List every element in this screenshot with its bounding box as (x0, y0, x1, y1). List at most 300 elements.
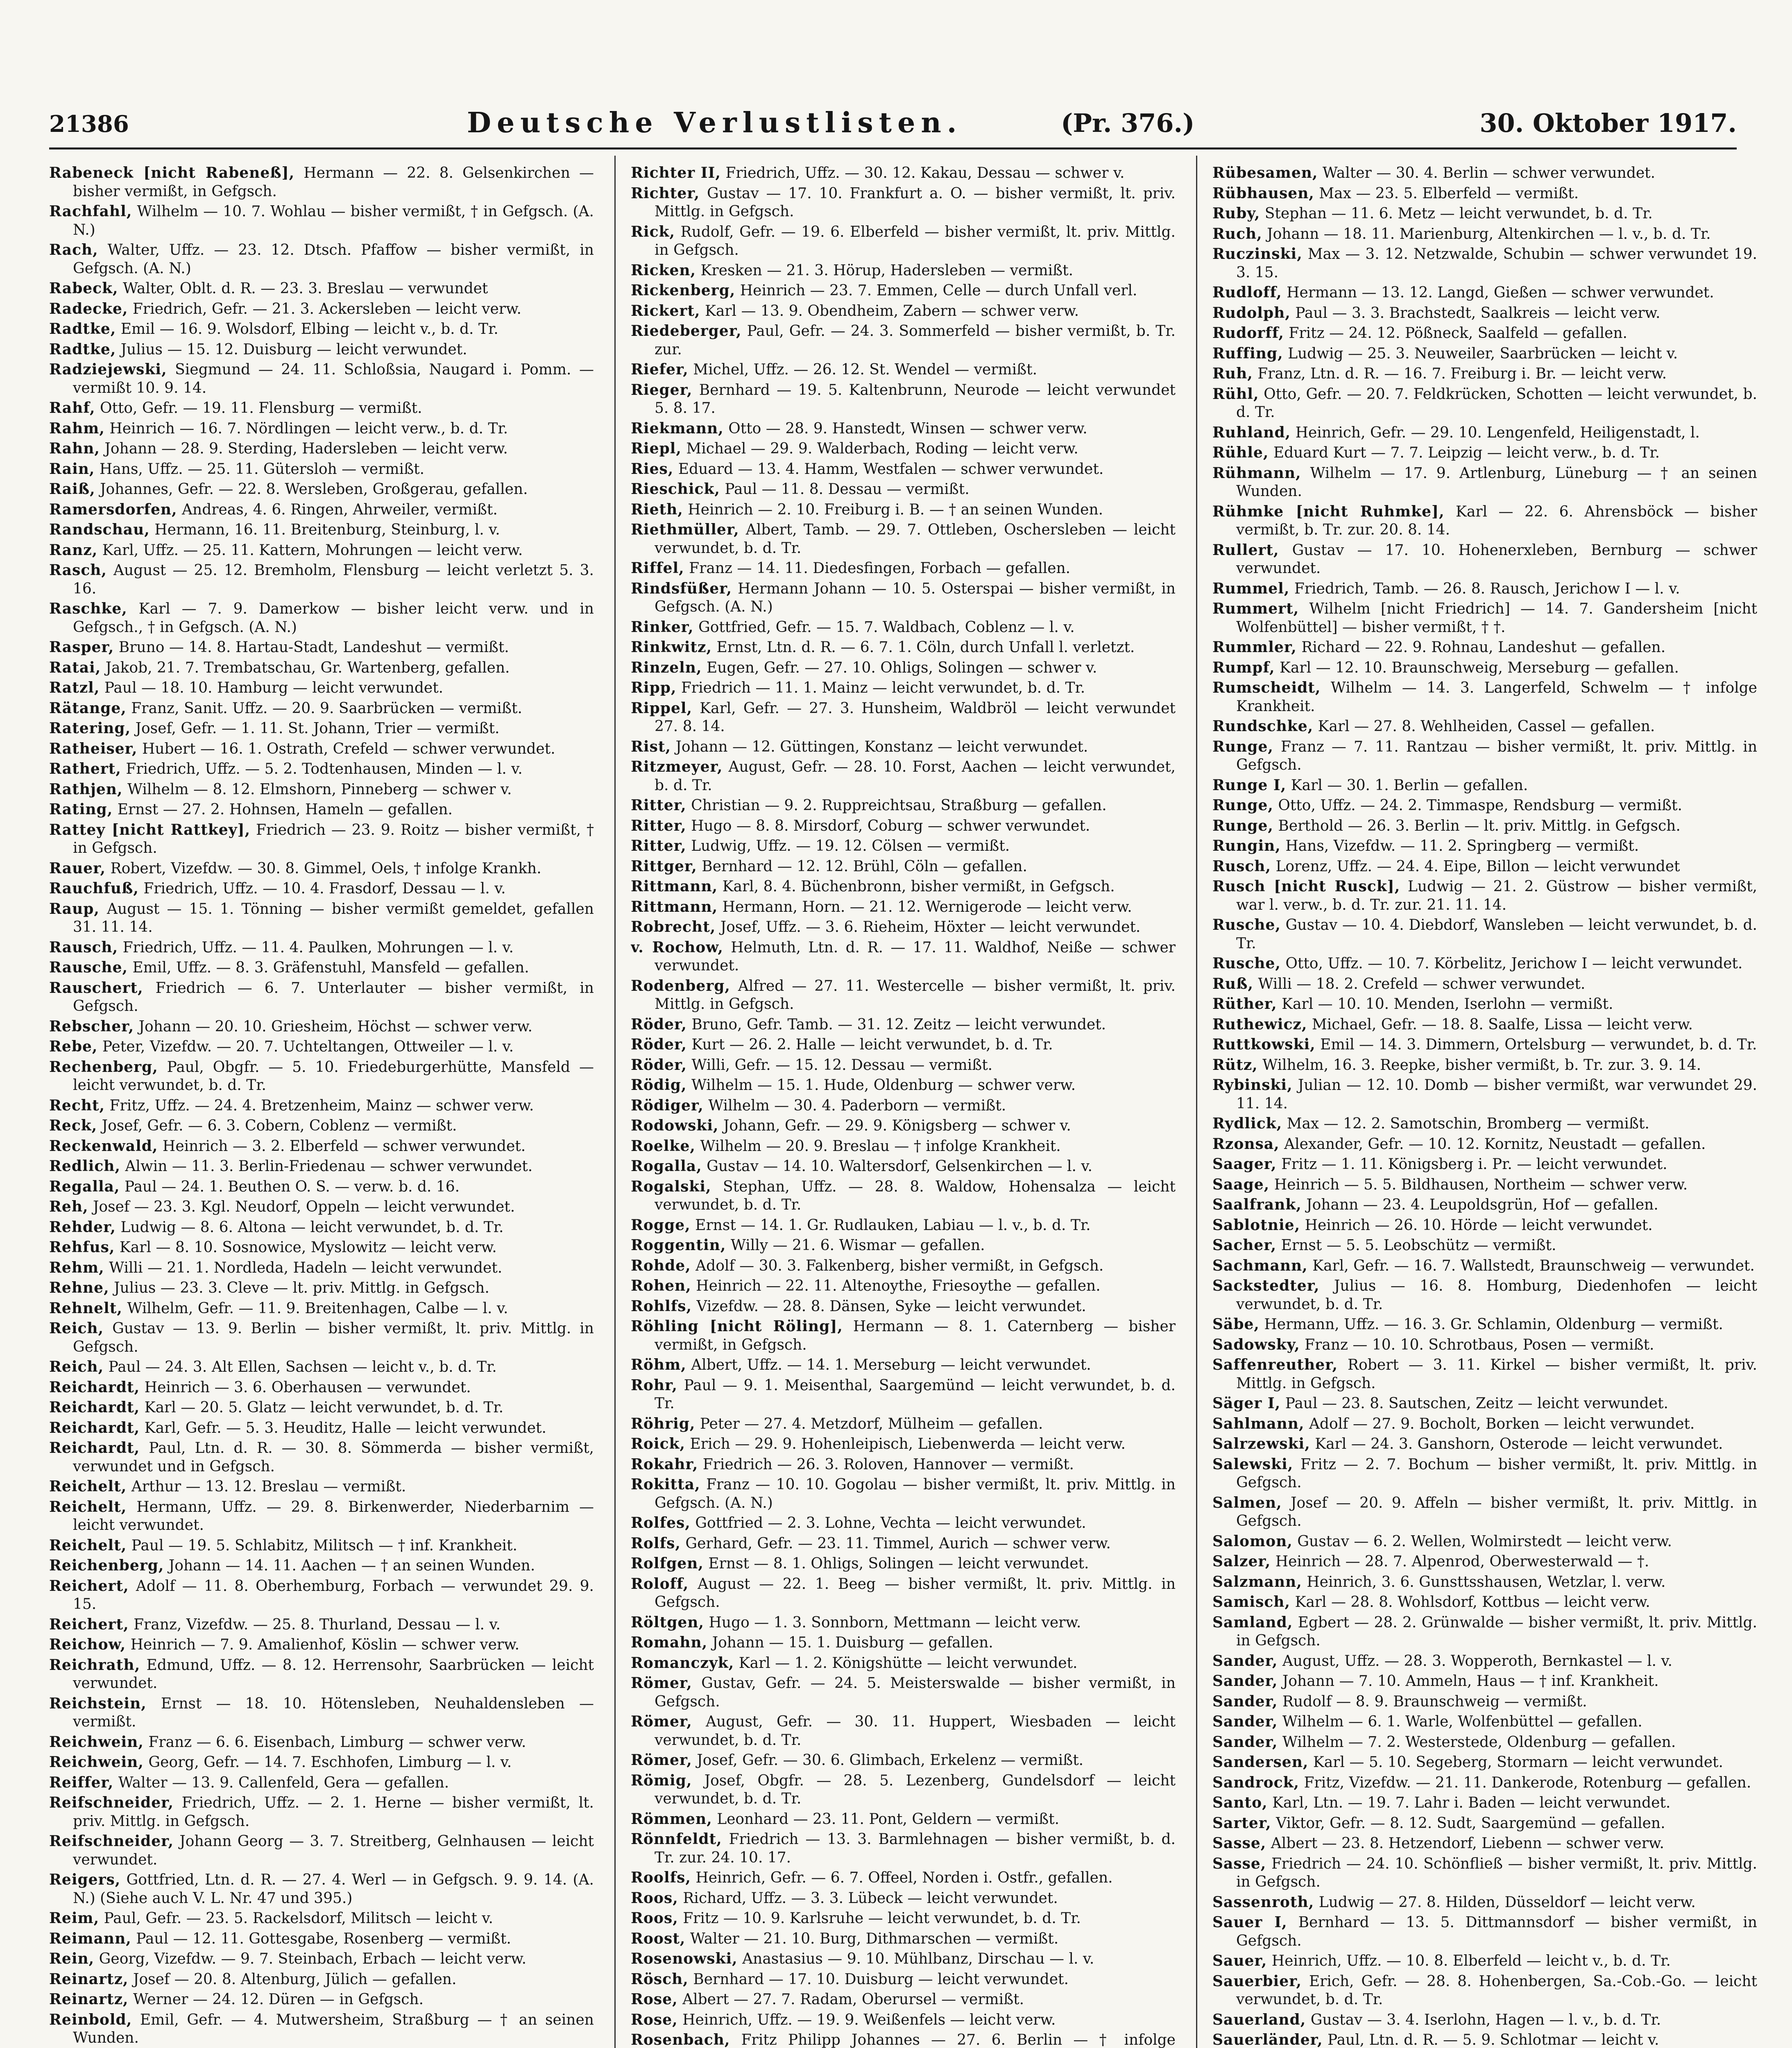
entry-details: Karl — 13. 9. Obendheim, Zabern — schwer verw. (705, 302, 1079, 319)
casualty-entry (1212, 1196, 1757, 1214)
casualty-entry (631, 638, 1176, 657)
entry-name: Sander, (1212, 1713, 1278, 1730)
casualty-entry (49, 679, 594, 698)
entry-details: Hermann Johann — 10. 5. Osterspai — bisher vermißt, in Gefgsch. (A. N.) (655, 580, 1176, 615)
entry-name: Reichardt, (49, 1439, 140, 1457)
entry-details: Franz — 6. 6. Eisenbach, Limburg — schwer verw. (148, 1733, 526, 1751)
casualty-entry (49, 1774, 594, 1792)
entry-name: Sarter, (1212, 1814, 1271, 1832)
entry-name: Rose, (631, 2011, 678, 2028)
entry-details: Eduard Kurt — 7. 7. Leipzig — leicht verw., b. d. Tr. (1273, 444, 1660, 461)
entry-name: Riekmann, (631, 419, 724, 437)
casualty-entry (49, 879, 594, 898)
entry-name: Reich, (49, 1320, 104, 1337)
entry-details: Willi — 18. 2. Crefeld — schwer verwundet. (1258, 975, 1586, 992)
entry-name: Riefer, (631, 361, 689, 378)
casualty-entry (49, 800, 594, 819)
entry-details: Ludwig — 21. 2. Güstrow — bisher vermißt, war l. verw., b. d. Tr. zur. 21. 11. 14. (1236, 878, 1757, 913)
entry-details: Hans, Uffz. — 25. 11. Gütersloh — vermißt. (99, 460, 425, 478)
entry-name: Rahn, (49, 440, 100, 457)
entry-details: Max — 12. 2. Samotschin, Bromberg — vermißt. (1287, 1115, 1649, 1132)
casualty-entry (1212, 1774, 1757, 1792)
entry-details: Bruno — 14. 8. Hartau-Stadt, Landeshut — vermißt. (118, 639, 509, 656)
casualty-entry (49, 1536, 594, 1555)
entry-details: Fritz, Uffz. — 24. 4. Bretzenheim, Mainz — schwer verw. (109, 1097, 534, 1114)
entry-details: Johann — 20. 10. Griesheim, Höchst — schwer verw. (138, 1018, 532, 1035)
entry-details: Gottfried, Gefr. — 15. 7. Waldbach, Coblenz — l. v. (698, 618, 1075, 636)
casualty-entry (631, 1455, 1176, 1474)
entry-name: Rummler, (1212, 639, 1297, 656)
entry-name: Rasch, (49, 562, 107, 579)
page-header (49, 94, 1737, 150)
casualty-entry (1212, 638, 1757, 657)
casualty-entry (49, 300, 594, 319)
entry-name: Reichert, (49, 1577, 129, 1595)
casualty-entry (631, 521, 1176, 557)
entry-details: Friedrich — 11. 1. Mainz — leicht verwundet, b. d. Tr. (681, 680, 1085, 696)
entry-details: Johann, Gefr. — 29. 9. Königsberg — schwer v. (723, 1117, 1071, 1134)
casualty-entry (1212, 1356, 1757, 1393)
entry-name: Rodenberg, (631, 977, 730, 995)
entry-details: Franz — 10. 10. Gogolau — bisher vermißt, lt. priv. Mittlg. in Gefgsch. (A. N.) (655, 1476, 1176, 1511)
entry-name: Römer, (631, 1751, 692, 1769)
entry-details: Ernst — 14. 1. Gr. Rudlauken, Labiau — l. v., b. d. Tr. (695, 1217, 1091, 1234)
entry-name: Ruttkowski, (1212, 1036, 1316, 1053)
entry-details: Max — 23. 5. Elberfeld — vermißt. (1319, 185, 1579, 202)
entry-details: Wilhelm — 17. 9. Artlenburg, Lüneburg — † an seinen Wunden. (1236, 464, 1757, 500)
casualty-entry (49, 1198, 594, 1217)
entry-name: Ruby, (1212, 205, 1260, 222)
casualty-entry (49, 1970, 594, 1989)
entry-name: Rühmke [nicht Ruhmke], (1212, 503, 1445, 520)
entry-name: Rating, (49, 801, 113, 818)
entry-details: Karl — 1. 2. Königshütte — leicht verwundet. (739, 1654, 1078, 1672)
entry-name: Rattey [nicht Rattkey], (49, 821, 251, 838)
casualty-entry (49, 1279, 594, 1298)
casualty-entry (631, 659, 1176, 677)
entry-name: Radecke, (49, 300, 128, 317)
casualty-entry (631, 223, 1176, 260)
casualty-entry (631, 1613, 1176, 1632)
entry-name: Rohde, (631, 1257, 691, 1274)
entry-details: Georg, Gefr. — 14. 7. Eschhofen, Limburg — l. v. (148, 1754, 512, 1771)
entry-details: Franz, Ltn. d. R. — 16. 7. Freiburg i. Br. — leicht verw. (1257, 365, 1667, 382)
entry-details: Hermann, Uffz. — 16. 3. Gr. Schlamin, Oldenburg — vermißt. (1264, 1316, 1723, 1333)
entry-name: Ramersdorfen, (49, 501, 177, 518)
entry-name: Rickenberg, (631, 282, 736, 299)
entry-name: Runge I, (1212, 776, 1287, 794)
entry-name: Sachmann, (1212, 1257, 1308, 1274)
entry-details: Josef — 23. 3. Kgl. Neudorf, Oppeln — leicht verwundet. (93, 1198, 515, 1215)
entry-name: Röder, (631, 1056, 687, 1074)
entry-details: Karl — 12. 10. Braunschweig, Merseburg — gefallen. (1280, 659, 1679, 676)
entry-name: Salmen, (1212, 1494, 1282, 1511)
entry-name: Riethmüller, (631, 521, 739, 538)
entry-name: Rumscheidt, (1212, 679, 1321, 696)
casualty-entry (631, 857, 1176, 876)
entry-name: Reichwein, (49, 1733, 144, 1751)
casualty-entry (1212, 600, 1757, 637)
entry-details: Fritz — 10. 9. Karlsruhe — leicht verwundet, b. d. Tr. (683, 1910, 1081, 1927)
entry-details: Franz — 14. 11. Diedesfingen, Forbach — gefallen. (689, 560, 1071, 577)
entry-details: Arthur — 13. 12. Breslau — vermißt. (131, 1478, 406, 1495)
entry-details: Paul — 23. 8. Sautschen, Zeitz — leicht verwundet. (1285, 1395, 1668, 1412)
page-number: 21386 (49, 111, 129, 138)
casualty-entry (49, 1832, 594, 1869)
entry-name: Ruhland, (1212, 424, 1291, 441)
casualty-entry (631, 1317, 1176, 1354)
entry-details: Ernst — 27. 2. Hohnsen, Hameln — gefallen. (117, 801, 453, 818)
casualty-entry (1212, 1115, 1757, 1133)
entry-details: Michael, Gefr. — 18. 8. Saalfe, Lissa — leicht verw. (1312, 1016, 1693, 1033)
casualty-entry (1212, 1593, 1757, 1612)
casualty-entry (1212, 738, 1757, 775)
casualty-entry (631, 2011, 1176, 2030)
entry-details: Karl — 8. 10. Sosnowice, Myslowitz — leicht verw. (119, 1239, 497, 1256)
casualty-entry (631, 1654, 1176, 1673)
entry-details: Julius — 16. 8. Homburg, Diedenhofen — leicht verwundet, b. d. Tr. (1236, 1278, 1757, 1313)
casualty-entry (631, 1674, 1176, 1711)
entry-details: Michael — 29. 9. Walderbach, Roding — leicht verw. (686, 440, 1078, 457)
entry-name: Rusche, (1212, 955, 1281, 972)
entry-details: Hans, Vizefdw. — 11. 2. Springberg — vermißt. (1285, 838, 1639, 854)
casualty-entry (49, 1871, 594, 1908)
entry-name: Ratheiser, (49, 740, 138, 757)
entry-details: Albert, Uffz. — 14. 1. Merseburg — leicht verwundet. (691, 1357, 1091, 1373)
entry-details: Emil, Gefr. — 4. Mutwersheim, Straßburg — † an seinen Wunden. (73, 2011, 594, 2046)
casualty-entry (49, 1096, 594, 1115)
entry-details: Friedrich, Uffz. — 11. 4. Paulken, Mohrungen — l. v. (122, 939, 514, 956)
casualty-entry (631, 837, 1176, 856)
entry-name: Rogalski, (631, 1178, 711, 1195)
entry-name: Rittmann, (631, 878, 718, 895)
entry-name: Roelke, (631, 1137, 696, 1155)
entry-name: Ratzl, (49, 679, 100, 696)
entry-details: Paul — 3. 3. Brachstedt, Saalkreis — leicht verw. (1295, 304, 1661, 322)
casualty-entry (49, 501, 594, 519)
casualty-entry (1212, 995, 1757, 1014)
entry-name: Reck, (49, 1117, 97, 1134)
entry-details: Josef, Uffz. — 3. 6. Rieheim, Höxter — leicht verwundet. (720, 919, 1141, 936)
entry-details: Albert, Tamb. — 29. 7. Ottleben, Oschersleben — leicht verwundet, b. d. Tr. (655, 521, 1176, 557)
entry-name: Rahm, (49, 419, 105, 437)
casualty-entry (49, 1017, 594, 1036)
entry-name: Sauerländer, (1212, 2031, 1323, 2048)
casualty-entry (631, 1514, 1176, 1533)
entry-name: Ruß, (1212, 975, 1253, 992)
entry-details: Heinrich — 7. 9. Amalienhof, Köslin — schwer verw. (130, 1636, 520, 1653)
casualty-entry (1212, 1834, 1757, 1853)
casualty-entry (1212, 164, 1757, 183)
entry-name: Rindsfüßer, (631, 580, 732, 597)
casualty-entry (1212, 679, 1757, 716)
entry-name: Rönnfeldt, (631, 1831, 722, 1848)
casualty-entry (1212, 424, 1757, 442)
entry-details: Paul, Gefr. — 23. 5. Rackelsdorf, Militsch — leicht v. (104, 1910, 493, 1927)
casualty-entry (1212, 204, 1757, 223)
entry-details: Erich — 29. 9. Hohenleipisch, Liebenwerda — leicht verw. (690, 1436, 1126, 1452)
casualty-entry (49, 399, 594, 418)
casualty-entry (49, 460, 594, 479)
entry-details: Eduard — 13. 4. Hamm, Westfalen — schwer verwundet. (678, 460, 1104, 478)
casualty-entry (1212, 1176, 1757, 1194)
entry-details: Lorenz, Uffz. — 24. 4. Eipe, Billon — leicht verwundet (1275, 858, 1680, 875)
casualty-entry (631, 1810, 1176, 1829)
casualty-entry (631, 261, 1176, 280)
casualty-entry (1212, 916, 1757, 953)
entry-name: Saager, (1212, 1155, 1277, 1173)
casualty-entry (631, 440, 1176, 458)
entry-name: Rokitta, (631, 1476, 700, 1493)
casualty-entry (1212, 1672, 1757, 1691)
casualty-entry (631, 938, 1176, 975)
entry-name: Sadowsky, (1212, 1336, 1300, 1353)
casualty-entry (631, 1830, 1176, 1867)
entry-name: Ruh, (1212, 365, 1253, 382)
entry-details: Johann — 23. 4. Leupoldsgrün, Hof — gefallen. (1306, 1196, 1658, 1213)
entry-name: Salewski, (1212, 1455, 1294, 1473)
casualty-entry (1212, 1573, 1757, 1592)
entry-details: Josef, Obgfr. — 28. 5. Lezenberg, Gundelsdorf — leicht verwundet, b. d. Tr. (655, 1772, 1176, 1807)
casualty-entry (1212, 1855, 1757, 1892)
entry-name: Reinartz, (49, 1970, 129, 1988)
entry-name: Reichstein, (49, 1695, 147, 1712)
entry-details: Otto, Gefr. — 19. 11. Flensburg — vermißt. (100, 400, 422, 417)
entry-details: Erich, Gefr. — 28. 8. Hohenbergen, Sa.-Cob.-Go. — leicht verwundet, b. d. Tr. (1236, 1973, 1757, 2008)
casualty-entry (631, 758, 1176, 795)
casualty-entry (631, 1415, 1176, 1434)
entry-name: Sassenroth, (1212, 1893, 1314, 1911)
entry-details: Max — 3. 12. Netzwalde, Schubin — schwer verwundet 19. 3. 15. (1236, 246, 1757, 281)
entry-details: Friedrich, Uffz. — 30. 12. Kakau, Dessau — schwer v. (725, 165, 1125, 181)
casualty-entry (49, 1319, 594, 1356)
entry-details: Otto, Gefr. — 20. 7. Feldkrücken, Schotten — leicht verwundet, b. d. Tr. (1236, 385, 1757, 421)
entry-name: Rusch [nicht Rusck], (1212, 878, 1400, 895)
entry-details: Heinrich — 2. 10. Freiburg i. B. — † an seinen Wunden. (688, 501, 1103, 518)
casualty-entry (1212, 1415, 1757, 1434)
casualty-entry (631, 699, 1176, 736)
casualty-entry (631, 501, 1176, 519)
entry-name: Saffenreuther, (1212, 1356, 1338, 1373)
entry-name: Rolfs, (631, 1534, 681, 1552)
casualty-entry (631, 1178, 1176, 1214)
entry-name: Röhm, (631, 1356, 686, 1373)
entry-details: Peter, Vizefdw. — 20. 7. Uchteltangen, Ottweiler — l. v. (102, 1038, 514, 1055)
casualty-entry (49, 241, 594, 278)
casualty-entry (1212, 1155, 1757, 1174)
entry-name: Reichelt, (49, 1478, 127, 1495)
entry-details: Julius — 15. 12. Duisburg — leicht verwundet. (120, 341, 467, 358)
entry-name: Rudolph, (1212, 304, 1291, 322)
column-2 (631, 164, 1176, 2048)
entry-name: Roos, (631, 1889, 678, 1907)
entry-name: Reifschneider, (49, 1833, 174, 1850)
entry-details: Ernst, Ltn. d. R. — 6. 7. 1. Cöln, durch Unfall l. verletzt. (716, 639, 1135, 656)
entry-details: Hermann, 16. 11. Breitenburg, Steinburg, l. v. (154, 521, 500, 538)
casualty-entry (631, 1950, 1176, 1969)
entry-details: Paul, Ltn. d. R. — 5. 9. Schlotmar — leicht v. (1327, 2032, 1659, 2048)
entry-name: Rachfahl, (49, 203, 132, 220)
entry-name: Rodowski, (631, 1117, 719, 1134)
entry-details: Heinrich — 26. 10. Hörde — leicht verwundet. (1305, 1217, 1653, 1234)
entry-name: Röhling [nicht Röling], (631, 1318, 843, 1335)
casualty-entry (1212, 1315, 1757, 1334)
entry-details: Bernhard — 13. 5. Dittmannsdorf — bisher vermißt, in Gefgsch. (1236, 1914, 1757, 1949)
casualty-entry (631, 1990, 1176, 2009)
entry-details: August — 22. 1. Beeg — bisher vermißt, lt. priv. Mittlg. in Gefgsch. (655, 1575, 1176, 1611)
entry-name: Rasper, (49, 639, 114, 656)
entry-name: Rungin, (1212, 837, 1281, 854)
casualty-entry (1212, 503, 1757, 539)
entry-details: Wilhelm — 20. 9. Breslau — † infolge Krankheit. (700, 1137, 1061, 1155)
entry-name: Roggentin, (631, 1237, 726, 1254)
casualty-entry (631, 580, 1176, 616)
entry-name: Reiffer, (49, 1774, 114, 1791)
entry-details: Karl — 28. 8. Wohlsdorf, Kottbus — leicht verw. (1295, 1594, 1650, 1611)
casualty-entry (49, 900, 594, 937)
casualty-entry (1212, 1733, 1757, 1752)
entry-details: Hermann, Horn. — 21. 12. Wernigerode — leicht verw. (722, 898, 1132, 915)
entry-name: Riepl, (631, 440, 682, 457)
casualty-entry (631, 1713, 1176, 1749)
casualty-entry (631, 1015, 1176, 1034)
casualty-entry (49, 600, 594, 637)
casualty-entry (1212, 1794, 1757, 1812)
entry-details: Wilhelm, Gefr. — 11. 9. Breitenhagen, Calbe — l. v. (127, 1300, 508, 1317)
casualty-entry (49, 1178, 594, 1196)
casualty-entry (1212, 1494, 1757, 1531)
entry-details: Ludwig, Uffz. — 19. 12. Cölsen — vermißt. (691, 838, 1010, 854)
casualty-entry (631, 1056, 1176, 1075)
entry-details: Berthold — 26. 3. Berlin — lt. priv. Mittlg. in Gefgsch. (1278, 817, 1681, 834)
entry-name: Rauchfuß, (49, 880, 139, 897)
casualty-entry (49, 202, 594, 239)
casualty-entry (49, 1950, 594, 1969)
entry-details: Wilhelm — 7. 2. Westerstede, Oldenburg — gefallen. (1282, 1733, 1676, 1751)
entry-name: Runge, (1212, 738, 1273, 755)
entry-name: Sauerbier, (1212, 1972, 1302, 1990)
casualty-entry (49, 859, 594, 878)
entry-name: Roloff, (631, 1575, 689, 1593)
casualty-entry (631, 1076, 1176, 1095)
casualty-entry (631, 164, 1176, 183)
entry-details: Stephan — 11. 6. Metz — leicht verwundet, b. d. Tr. (1264, 205, 1653, 222)
casualty-entry (49, 320, 594, 339)
entry-name: Recht, (49, 1096, 105, 1114)
casualty-entry (1212, 796, 1757, 815)
entry-details: Paul — 11. 8. Dessau — vermißt. (725, 481, 970, 498)
entry-details: Adolf — 30. 3. Falkenberg, bisher vermißt, in Gefgsch. (696, 1257, 1104, 1274)
entry-name: Rehder, (49, 1218, 116, 1236)
entry-details: Johann — 15. 1. Duisburg — gefallen. (712, 1634, 993, 1651)
entry-name: Raup, (49, 900, 100, 918)
entry-details: Heinrich — 22. 11. Altenoythe, Friesoythe — gefallen. (696, 1278, 1101, 1294)
entry-details: Bruno, Gefr. Tamb. — 31. 12. Zeitz — leicht verwundet. (691, 1016, 1106, 1033)
entry-details: Heinrich — 28. 7. Alpenrod, Oberwesterwald — †. (1275, 1553, 1649, 1570)
entry-details: Alwin — 11. 3. Berlin-Friedenau — schwer verwundet. (125, 1158, 533, 1175)
entry-name: Rudorff, (1212, 324, 1284, 342)
entry-details: August — 25. 12. Bremholm, Flensburg — leicht verletzt 5. 3. 16. (73, 562, 594, 597)
entry-name: Rühle, (1212, 444, 1269, 461)
casualty-entry (49, 1238, 594, 1257)
casualty-entry (631, 381, 1176, 418)
entry-name: Rausch, (49, 938, 118, 956)
entry-name: v. Rochow, (631, 938, 723, 956)
entry-name: Rödiger, (631, 1096, 704, 1114)
entry-details: Robert — 3. 11. Kirkel — bisher vermißt, lt. priv. Mittlg. in Gefgsch. (1236, 1357, 1757, 1392)
entry-details: Ernst — 8. 1. Ohligs, Solingen — leicht verwundet. (708, 1555, 1089, 1572)
entry-details: Emil — 14. 3. Dimmern, Ortelsburg — verwundet, b. d. Tr. (1320, 1036, 1757, 1053)
entry-name: Sahlmann, (1212, 1415, 1305, 1432)
entry-name: Rullert, (1212, 541, 1279, 559)
entry-name: Regalla, (49, 1178, 120, 1195)
casualty-entry (49, 2011, 594, 2048)
entry-details: Leonhard — 23. 11. Pont, Geldern — vermißt. (717, 1810, 1060, 1828)
entry-details: Heinrich — 5. 5. Bildhausen, Northeim — schwer verw. (1274, 1176, 1688, 1193)
casualty-entry (49, 1419, 594, 1438)
casualty-entry (631, 1772, 1176, 1808)
casualty-entry (631, 419, 1176, 438)
casualty-entry (49, 1439, 594, 1476)
entry-name: Rohlfs, (631, 1297, 692, 1315)
entry-name: Ripp, (631, 679, 677, 696)
entry-name: Röhrig, (631, 1415, 696, 1432)
entry-name: Radziejewski, (49, 361, 167, 378)
column-1 (49, 164, 594, 2048)
entry-details: Gottfried, Ltn. d. R. — 27. 4. Werl — in Gefgsch. 9. 9. 14. (A. N.) (Siehe auch V. L. Nr. 47 und 395.) (73, 1871, 594, 1907)
casualty-entry (1212, 1277, 1757, 1314)
casualty-entry (1212, 817, 1757, 836)
entry-details: Friedrich — 23. 9. Roitz — bisher vermißt, † in Gefgsch. (73, 821, 594, 856)
entry-details: Vizefdw. — 28. 8. Dänsen, Syke — leicht verwundet. (696, 1298, 1086, 1315)
casualty-entry (631, 618, 1176, 637)
casualty-entry (631, 184, 1176, 221)
entry-details: Georg, Vizefdw. — 9. 7. Steinbach, Erbach — leicht verw. (99, 1951, 527, 1967)
entry-name: Rohen, (631, 1277, 691, 1294)
entry-details: Franz, Sanit. Uffz. — 20. 9. Saarbrücken — vermißt. (131, 700, 522, 717)
entry-details: Heinrich — 3. 6. Oberhausen — verwundet. (144, 1379, 471, 1396)
casualty-entry (631, 1356, 1176, 1375)
casualty-entry (1212, 541, 1757, 578)
entry-name: Rühl, (1212, 385, 1259, 403)
casualty-entry (1212, 1952, 1757, 1971)
entry-details: Karl, 8. 4. Büchenbronn, bisher vermißt, in Gefgsch. (722, 878, 1115, 895)
casualty-entry (49, 659, 594, 677)
entry-details: Gustav — 17. 10. Hohenerxleben, Bernburg — schwer verwundet. (1236, 541, 1757, 577)
entry-details: Hugo — 1. 3. Sonnborn, Mettmann — leicht verw. (709, 1614, 1081, 1631)
entry-name: Ritter, (631, 797, 686, 814)
casualty-entry (631, 977, 1176, 1014)
entry-name: Römig, (631, 1772, 692, 1789)
entry-name: Rieth, (631, 501, 683, 518)
entry-name: Sander, (1212, 1692, 1278, 1710)
entry-name: Santo, (1212, 1794, 1268, 1811)
entry-name: Radtke, (49, 320, 116, 338)
entry-name: Riffel, (631, 560, 684, 577)
entry-details: Friedrich — 6. 7. Unterlauter — bisher vermißt, in Gefgsch. (73, 979, 594, 1015)
entry-details: Gustav — 10. 4. Diebdorf, Wansleben — leicht verwundet, b. d. Tr. (1236, 917, 1757, 952)
entry-name: Ratering, (49, 720, 131, 737)
entry-name: Reinbold, (49, 2011, 132, 2028)
entry-name: Rösch, (631, 1970, 689, 1988)
casualty-entry (1212, 1236, 1757, 1255)
entry-details: Bernhard — 19. 5. Kaltenbrunn, Neurode — leicht verwundet 5. 8. 17. (655, 381, 1176, 417)
entry-details: Alexander, Gefr. — 10. 12. Kornitz, Neustadt — gefallen. (1284, 1135, 1706, 1153)
casualty-entry (1212, 776, 1757, 795)
casualty-entry (631, 738, 1176, 757)
casualty-entry (49, 1299, 594, 1318)
entry-name: Rahf, (49, 399, 95, 417)
